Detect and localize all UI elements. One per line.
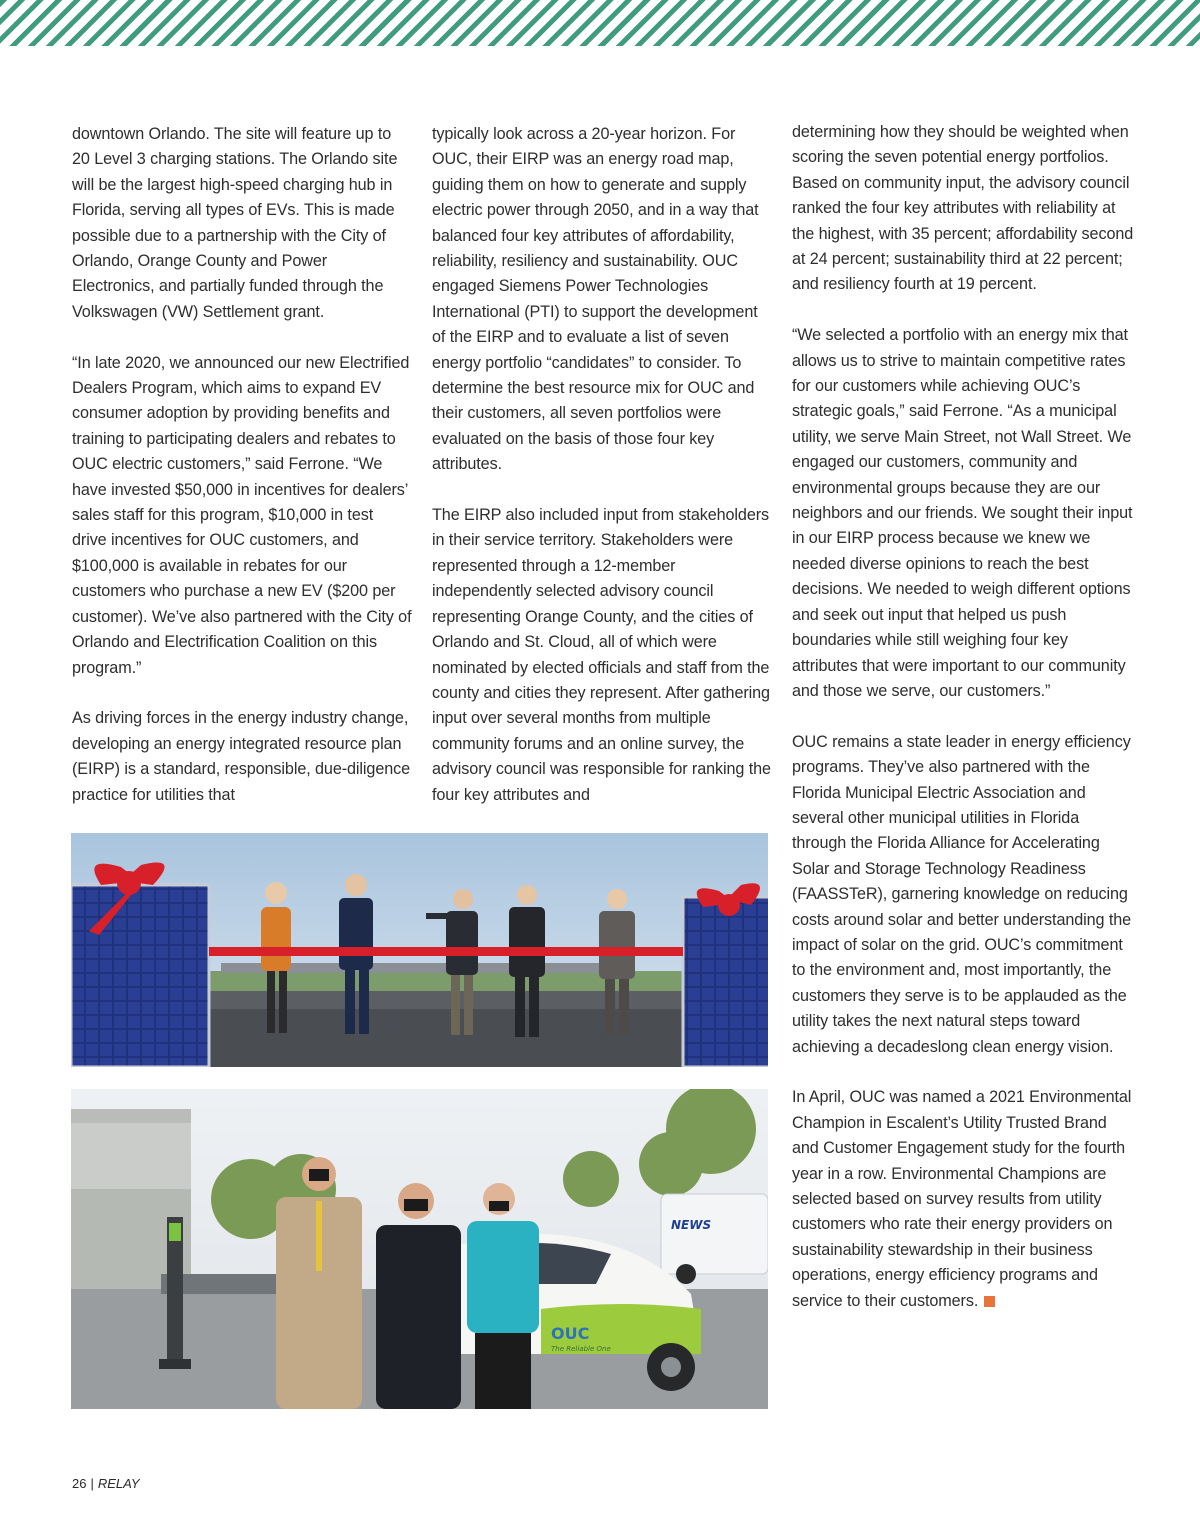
paragraph: downtown Orlando. The site will feature up to 20 Level 3 charging stations. The Orlando site will be the largest high-speed charging hub in Florida, serving all types of EVs. This is made possible due to a partnership with the City of Orlando, Orange County and Power Electronics, and partially funded through the Volkswagen (VW) Settlement grant. [72,125,398,321]
paragraph: OUC remains a state leader in energy efficiency programs. They’ve also partnered with the Florida Municipal Electric Association and several other municipal utilities in Florida through the Florida Alliance for Accelerating Solar and Storage Technology Readiness (FAASSTeR), garnering knowledge on reducing costs around solar and better understanding the impact of solar on the grid. OUC’s commitment to the environment and, most importantly, the customers they serve is to be applauded as the utility takes the next natural steps toward achieving a decadeslong clean energy vision. [792,732,1132,1056]
news-van [661,1194,768,1284]
photo-ev-charging [71,1089,768,1409]
paragraph: “In late 2020, we announced our new Electrified Dealers Program, which aims to expand EV consumer adoption by providing benefits and training to participating dealers and rebates to OUC electric customers,” said Ferrone. “We have invested $50,000 in incentives for dealers’ sales staff for this program, $10,000 in test drive incentives for OUC customers, and $100,000 is available in rebates for our customers who purchase a new EV ($200 per customer). We’ve also partnered with the City of Orlando and Electrification Coalition on this program.” [72,353,412,677]
car-logo-text: OUC [551,1324,590,1343]
page-number: 26 [72,1476,87,1491]
paragraph: “We selected a portfolio with an energy mix that allows us to strive to maintain competitive rates for our customers while achieving OUC’s strategic goals,” said Ferrone. “As a municipal utility, we serve Main Street, not Wall Street. We engaged our customers, community and environmental groups because they are our neighbors and our friends. We sought their input in our EIRP process because we knew we needed diverse opinions to reach the best decisions. We needed to weigh different options and seek out input that helped us push boundaries while still weighing four key attributes that were important to our community and those we serve, our customers.” [792,326,1133,700]
page-footer [72,1476,140,1491]
paragraph: typically look across a 20-year horizon. For OUC, their EIRP was an energy road map, guiding them on how to generate and supply electric power through 2050, and in a way that balanced four key attributes of affordability, reliability, resiliency and sustainability. OUC engaged Siemens Power Technologies International (PTI) to support the development of the EIRP and to evaluate a list of seven energy portfolio “candidates” to consider. To determine the best resource mix for OUC and their customers, all seven portfolios were evaluated on the basis of those four key attributes. [432,125,759,474]
footer-separator: | [90,1476,94,1491]
article-column-1 [72,122,412,808]
decorative-stripe-band [0,0,1200,46]
paragraph: The EIRP also included input from stakeholders in their service territory. Stakeholders were represented through a 12-member independently selected advisory council representing Orange County, and the cities of Orlando and St. Cloud, all of which were nominated by elected officials and staff from the county and cities they represent. After gathering input over several months from multiple community forums and an online survey, the advisory council was responsible for ranking the four key attributes and [432,506,771,804]
paragraph-text: In April, OUC was named a 2021 Environmental Champion in Escalent’s Utility Trusted Brand and Customer Engagement study for the fourth year in a row. Environmental Champions are selected based on survey results from utility customers who rate their energy providers on sustainability stewardship in their business operations, energy efficiency programs and service to their customers. [792,1088,1132,1310]
red-ribbon [209,947,683,956]
paragraph-final [792,1085,1134,1314]
paragraph: As driving forces in the energy industry change, developing an energy integrated resource plan (EIRP) is a standard, responsible, due-diligence practice for utilities that [72,709,411,804]
article-column-2 [432,122,772,808]
solar-panel-right [683,897,768,1067]
magazine-name: RELAY [97,1476,140,1491]
article-column-3 [792,120,1134,1314]
car-tagline-text: The Reliable One [551,1345,611,1353]
photo-ribbon-cutting [71,833,768,1067]
van-logo-text: NEWS [671,1218,712,1232]
paragraph: determining how they should be weighted when scoring the seven potential energy portfolios. Based on community input, the advisory council ranked the four key attributes with reliability at the highest, with 35 percent; affordability second at 24 percent; sustainability third at 22 percent; and resiliency fourth at 19 percent. [792,123,1134,294]
solar-panel-left [71,885,209,1067]
end-of-article-mark [984,1296,995,1307]
